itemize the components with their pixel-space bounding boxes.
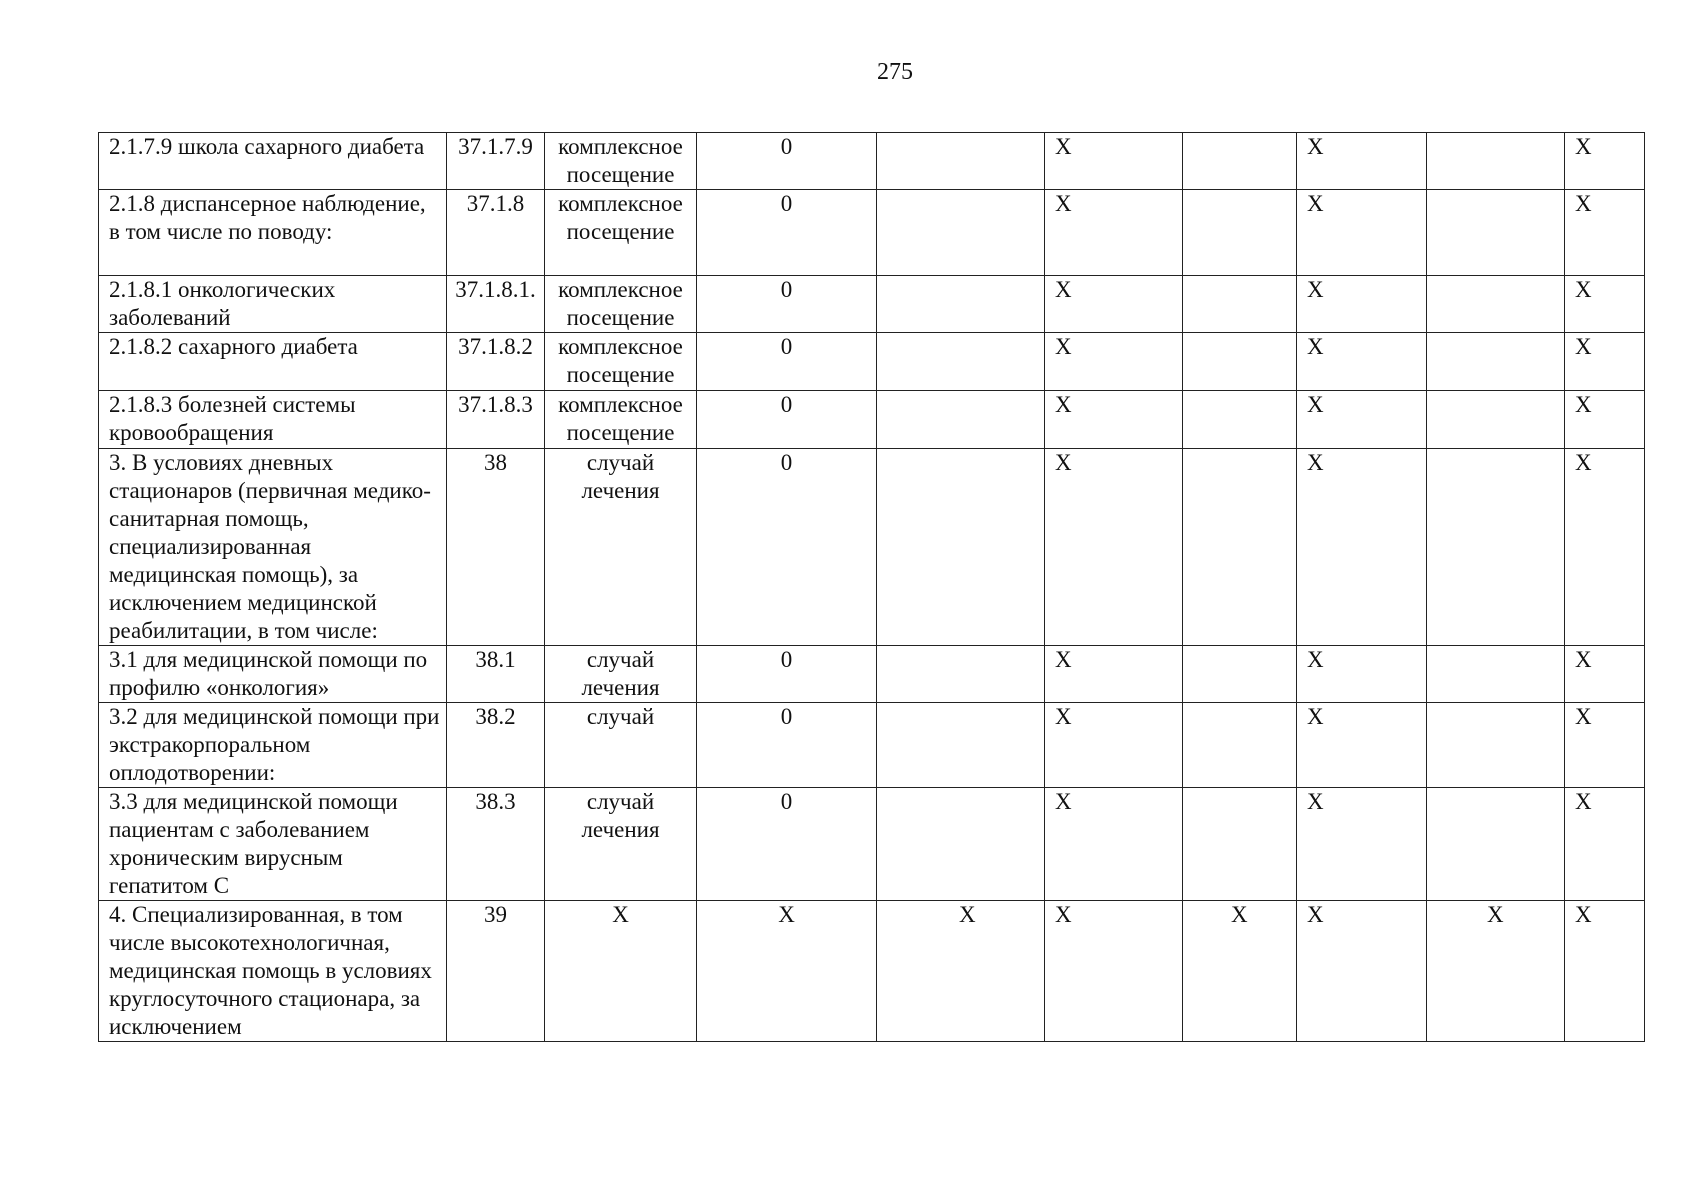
- row-name: 2.1.8.2 сахарного диабета: [99, 333, 447, 391]
- row-cell-8: X: [1297, 133, 1427, 190]
- table-row: [99, 703, 1645, 788]
- row-cell-7: [1183, 703, 1297, 788]
- row-cell-6: X: [1045, 788, 1183, 901]
- row-cell-5: [877, 449, 1045, 646]
- row-code: 38.1: [447, 646, 545, 703]
- row-value: 0: [697, 788, 877, 901]
- row-cell-6: X: [1045, 190, 1183, 276]
- table-row: [99, 901, 1645, 1042]
- row-value: 0: [697, 333, 877, 391]
- row-code: 37.1.8.2: [447, 333, 545, 391]
- row-cell-6: X: [1045, 333, 1183, 391]
- row-value: 0: [697, 391, 877, 449]
- row-unit: комплексное посещение: [545, 333, 697, 391]
- row-value: 0: [697, 133, 877, 190]
- row-cell-7: [1183, 788, 1297, 901]
- row-cell-10: X: [1565, 901, 1645, 1042]
- row-unit: случай: [545, 703, 697, 788]
- row-cell-5: [877, 703, 1045, 788]
- row-cell-5: [877, 133, 1045, 190]
- row-name: 2.1.8.3 болезней системы кровообращения: [99, 391, 447, 449]
- row-value: 0: [697, 646, 877, 703]
- row-cell-10: X: [1565, 449, 1645, 646]
- row-name: 3.1 для медицинской помощи по профилю «онкология»: [99, 646, 447, 703]
- row-cell-8: X: [1297, 190, 1427, 276]
- row-cell-7: [1183, 391, 1297, 449]
- row-cell-7: [1183, 276, 1297, 333]
- row-cell-10: X: [1565, 646, 1645, 703]
- row-cell-10: X: [1565, 133, 1645, 190]
- table-row: [99, 190, 1645, 276]
- row-cell-5: [877, 646, 1045, 703]
- row-cell-6: X: [1045, 276, 1183, 333]
- row-cell-5: [877, 190, 1045, 276]
- row-cell-7: [1183, 449, 1297, 646]
- row-cell-5: [877, 788, 1045, 901]
- row-cell-8: X: [1297, 333, 1427, 391]
- row-cell-8: X: [1297, 788, 1427, 901]
- row-cell-5: [877, 333, 1045, 391]
- row-code: 37.1.8.1.: [447, 276, 545, 333]
- page-number: 275: [877, 59, 913, 85]
- row-cell-7: [1183, 190, 1297, 276]
- row-unit: случай лечения: [545, 449, 697, 646]
- row-code: 37.1.7.9: [447, 133, 545, 190]
- row-value: 0: [697, 703, 877, 788]
- row-unit: случай лечения: [545, 646, 697, 703]
- row-value: 0: [697, 276, 877, 333]
- table-row: [99, 449, 1645, 646]
- row-unit: комплексное посещение: [545, 133, 697, 190]
- row-cell-9: [1427, 133, 1565, 190]
- row-cell-9: X: [1427, 901, 1565, 1042]
- row-unit: комплексное посещение: [545, 276, 697, 333]
- row-cell-9: [1427, 646, 1565, 703]
- row-code: 39: [447, 901, 545, 1042]
- row-cell-5: X: [877, 901, 1045, 1042]
- row-cell-8: X: [1297, 646, 1427, 703]
- row-cell-7: [1183, 646, 1297, 703]
- row-code: 37.1.8: [447, 190, 545, 276]
- table-row: [99, 788, 1645, 901]
- row-cell-5: [877, 391, 1045, 449]
- row-unit: случай лечения: [545, 788, 697, 901]
- row-name: 2.1.8.1 онкологических заболеваний: [99, 276, 447, 333]
- row-name: 4. Специализированная, в том числе высокотехнологичная, медицинская помощь в условиях круглосуточного стационара, за исключением: [99, 901, 447, 1042]
- row-cell-6: X: [1045, 901, 1183, 1042]
- row-name: 3.2 для медицинской помощи при экстракорпоральном оплодотворении:: [99, 703, 447, 788]
- row-unit: X: [545, 901, 697, 1042]
- table-row: [99, 276, 1645, 333]
- row-code: 37.1.8.3: [447, 391, 545, 449]
- row-cell-7: [1183, 133, 1297, 190]
- row-name: 2.1.8 диспансерное наблюдение, в том числе по поводу:: [99, 190, 447, 276]
- row-code: 38: [447, 449, 545, 646]
- row-name: 2.1.7.9 школа сахарного диабета: [99, 133, 447, 190]
- row-cell-10: X: [1565, 333, 1645, 391]
- row-cell-5: [877, 276, 1045, 333]
- row-value: 0: [697, 190, 877, 276]
- row-cell-10: X: [1565, 703, 1645, 788]
- row-cell-9: [1427, 703, 1565, 788]
- row-cell-8: X: [1297, 703, 1427, 788]
- row-name: 3. В условиях дневных стационаров (первичная медико-санитарная помощь, специализированная медицинская помощь), за исключением медицинской реабилитации, в том числе:: [99, 449, 447, 646]
- row-cell-6: X: [1045, 133, 1183, 190]
- row-cell-9: [1427, 190, 1565, 276]
- row-cell-7: [1183, 333, 1297, 391]
- row-code: 38.2: [447, 703, 545, 788]
- table-row: [99, 133, 1645, 190]
- row-cell-9: [1427, 276, 1565, 333]
- table-row: [99, 391, 1645, 449]
- row-cell-8: X: [1297, 391, 1427, 449]
- row-cell-10: X: [1565, 190, 1645, 276]
- table-row: [99, 646, 1645, 703]
- data-table: [98, 132, 1645, 1042]
- row-unit: комплексное посещение: [545, 391, 697, 449]
- row-cell-6: X: [1045, 646, 1183, 703]
- row-cell-10: X: [1565, 276, 1645, 333]
- row-name: 3.3 для медицинской помощи пациентам с заболеванием хроническим вирусным гепатитом С: [99, 788, 447, 901]
- row-value: X: [697, 901, 877, 1042]
- row-unit: комплексное посещение: [545, 190, 697, 276]
- row-cell-9: [1427, 391, 1565, 449]
- row-cell-8: X: [1297, 276, 1427, 333]
- row-cell-10: X: [1565, 788, 1645, 901]
- row-value: 0: [697, 449, 877, 646]
- row-cell-8: X: [1297, 449, 1427, 646]
- row-cell-9: [1427, 333, 1565, 391]
- row-cell-9: [1427, 449, 1565, 646]
- row-code: 38.3: [447, 788, 545, 901]
- row-cell-10: X: [1565, 391, 1645, 449]
- row-cell-8: X: [1297, 901, 1427, 1042]
- row-cell-7: X: [1183, 901, 1297, 1042]
- row-cell-6: X: [1045, 703, 1183, 788]
- row-cell-6: X: [1045, 449, 1183, 646]
- row-cell-9: [1427, 788, 1565, 901]
- row-cell-6: X: [1045, 391, 1183, 449]
- table-row: [99, 333, 1645, 391]
